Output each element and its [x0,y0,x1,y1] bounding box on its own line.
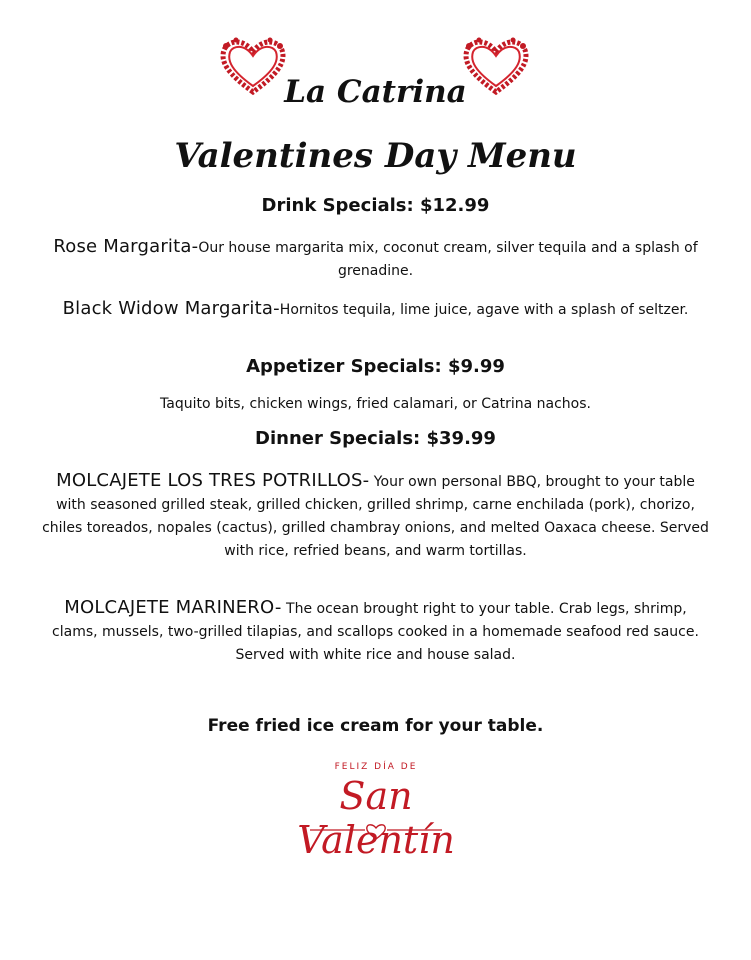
dinner-name: MOLCAJETE MARINERO- [64,597,282,618]
heart-icon [310,822,442,842]
menu-title: Valentines Day Menu [174,136,577,176]
logo-big-text: San Valentín [297,774,455,862]
dinner-name: MOLCAJETE LOS TRES POTRILLOS- [56,470,370,491]
appetizer-specials-heading: Appetizer Specials: $9.99 [246,356,505,377]
drink-name: Black Widow Margarita- [62,298,280,319]
dinner-item-molcajete-tres-potrillos [40,469,711,563]
drink-description: Our house margarita mix, coconut cream, silver tequila and a splash of grenadine. [198,240,698,279]
appetizer-description: Taquito bits, chicken wings, fried calamari, or Catrina nachos. [160,396,591,412]
drink-name: Rose Margarita- [53,236,199,257]
dinner-description: Your own personal BBQ, brought to your table with seasoned grilled steak, grilled chicken, grilled shrimp, carne enchilada (pork), chorizo, chiles toreados, nopales (cactus), grilled chambray onions, and melted Oaxaca cheese. Served with rice, refried beans, and warm tortillas. [42,474,709,559]
drink-description: Hornitos tequila, lime juice, agave with a splash of seltzer. [279,302,689,318]
logo-small-text: FELIZ DÍA DE [334,762,418,772]
san-valentin-logo [270,762,482,862]
dinner-item-molcajete-marinero [40,596,711,667]
free-dessert-note: Free fried ice cream for your table. [207,716,544,736]
drink-item-black-widow-margarita [40,297,711,322]
dinner-specials-heading: Dinner Specials: $39.99 [255,428,496,449]
dinner-description: The ocean brought right to your table. Crab legs, shrimp, clams, mussels, two-grilled tilapias, and scallops cooked in a homemade seafood red sauce. Served with white rice and house salad. [52,601,699,663]
drink-item-rose-margarita [40,235,711,283]
restaurant-name: La Catrina [284,74,467,110]
drink-specials-heading: Drink Specials: $12.99 [261,195,490,216]
